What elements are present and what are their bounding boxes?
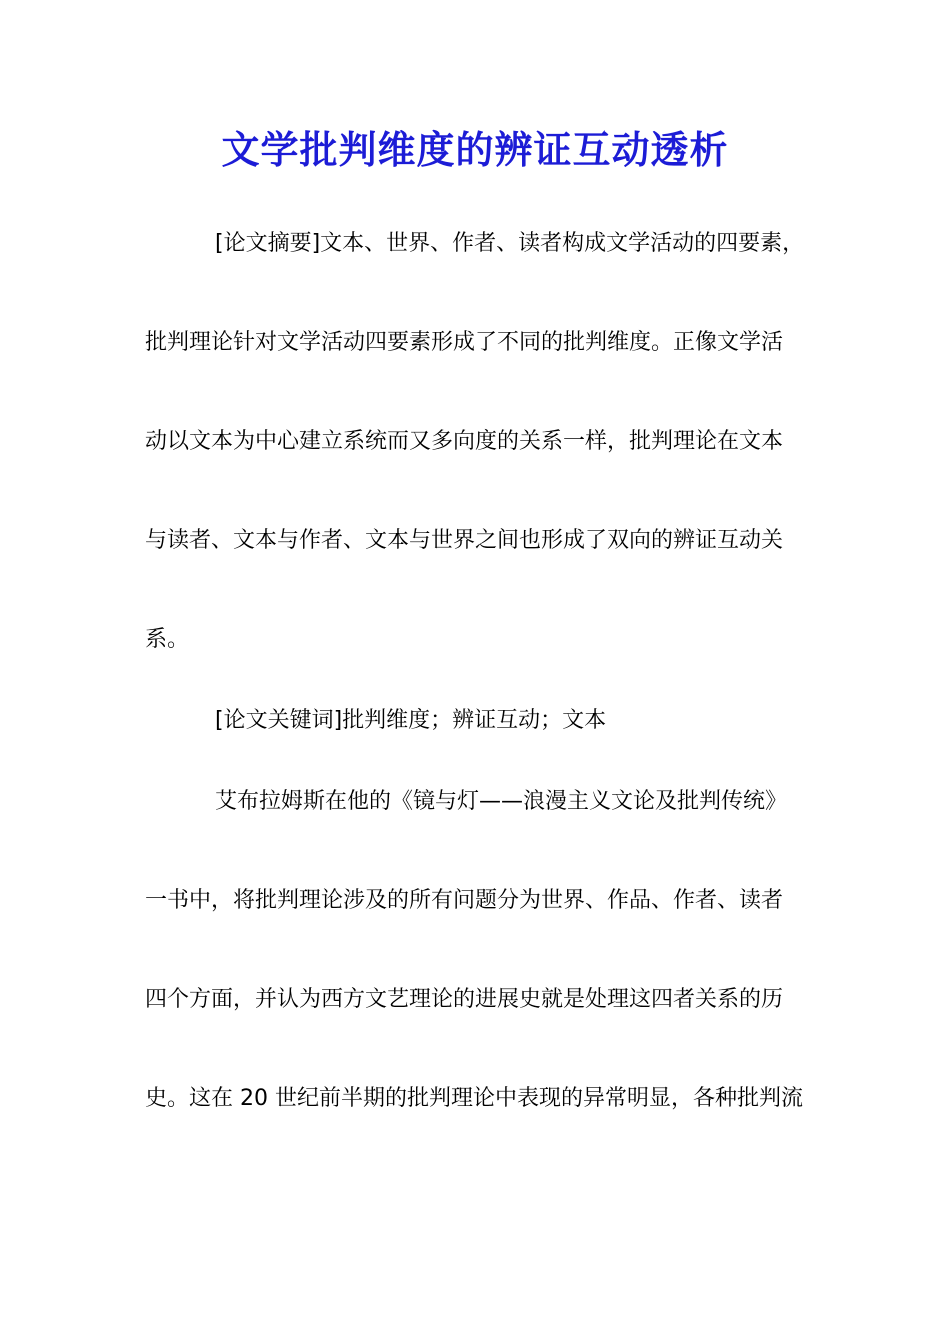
abstract-line-5: 系。 [145,627,190,652]
document-title: 文学批判维度的辨证互动透析 [221,127,729,172]
abstract-line-1: [论文摘要]文本、世界、作者、读者构成文学活动的四要素， [215,231,805,256]
abstract-line-2: 批判理论针对文学活动四要素形成了不同的批判维度。正像文学活 [145,330,784,355]
abstract-line-3: 动以文本为中心建立系统而又多向度的关系一样，批判理论在文本 [145,429,784,454]
body-line-2: 一书中，将批判理论涉及的所有问题分为世界、作品、作者、读者 [145,888,784,913]
keywords-line: [论文关键词]批判维度；辨证互动；文本 [215,708,607,733]
body-line-3: 四个方面，并认为西方文艺理论的进展史就是处理这四者关系的历 [145,987,784,1012]
body-line-4: 史。这在 20 世纪前半期的批判理论中表现的异常明显，各种批判流 [145,1086,803,1111]
abstract-line-4: 与读者、文本与作者、文本与世界之间也形成了双向的辨证互动关 [145,528,784,553]
body-line-1: 艾布拉姆斯在他的《镜与灯——浪漫主义文论及批判传统》 [215,789,788,814]
